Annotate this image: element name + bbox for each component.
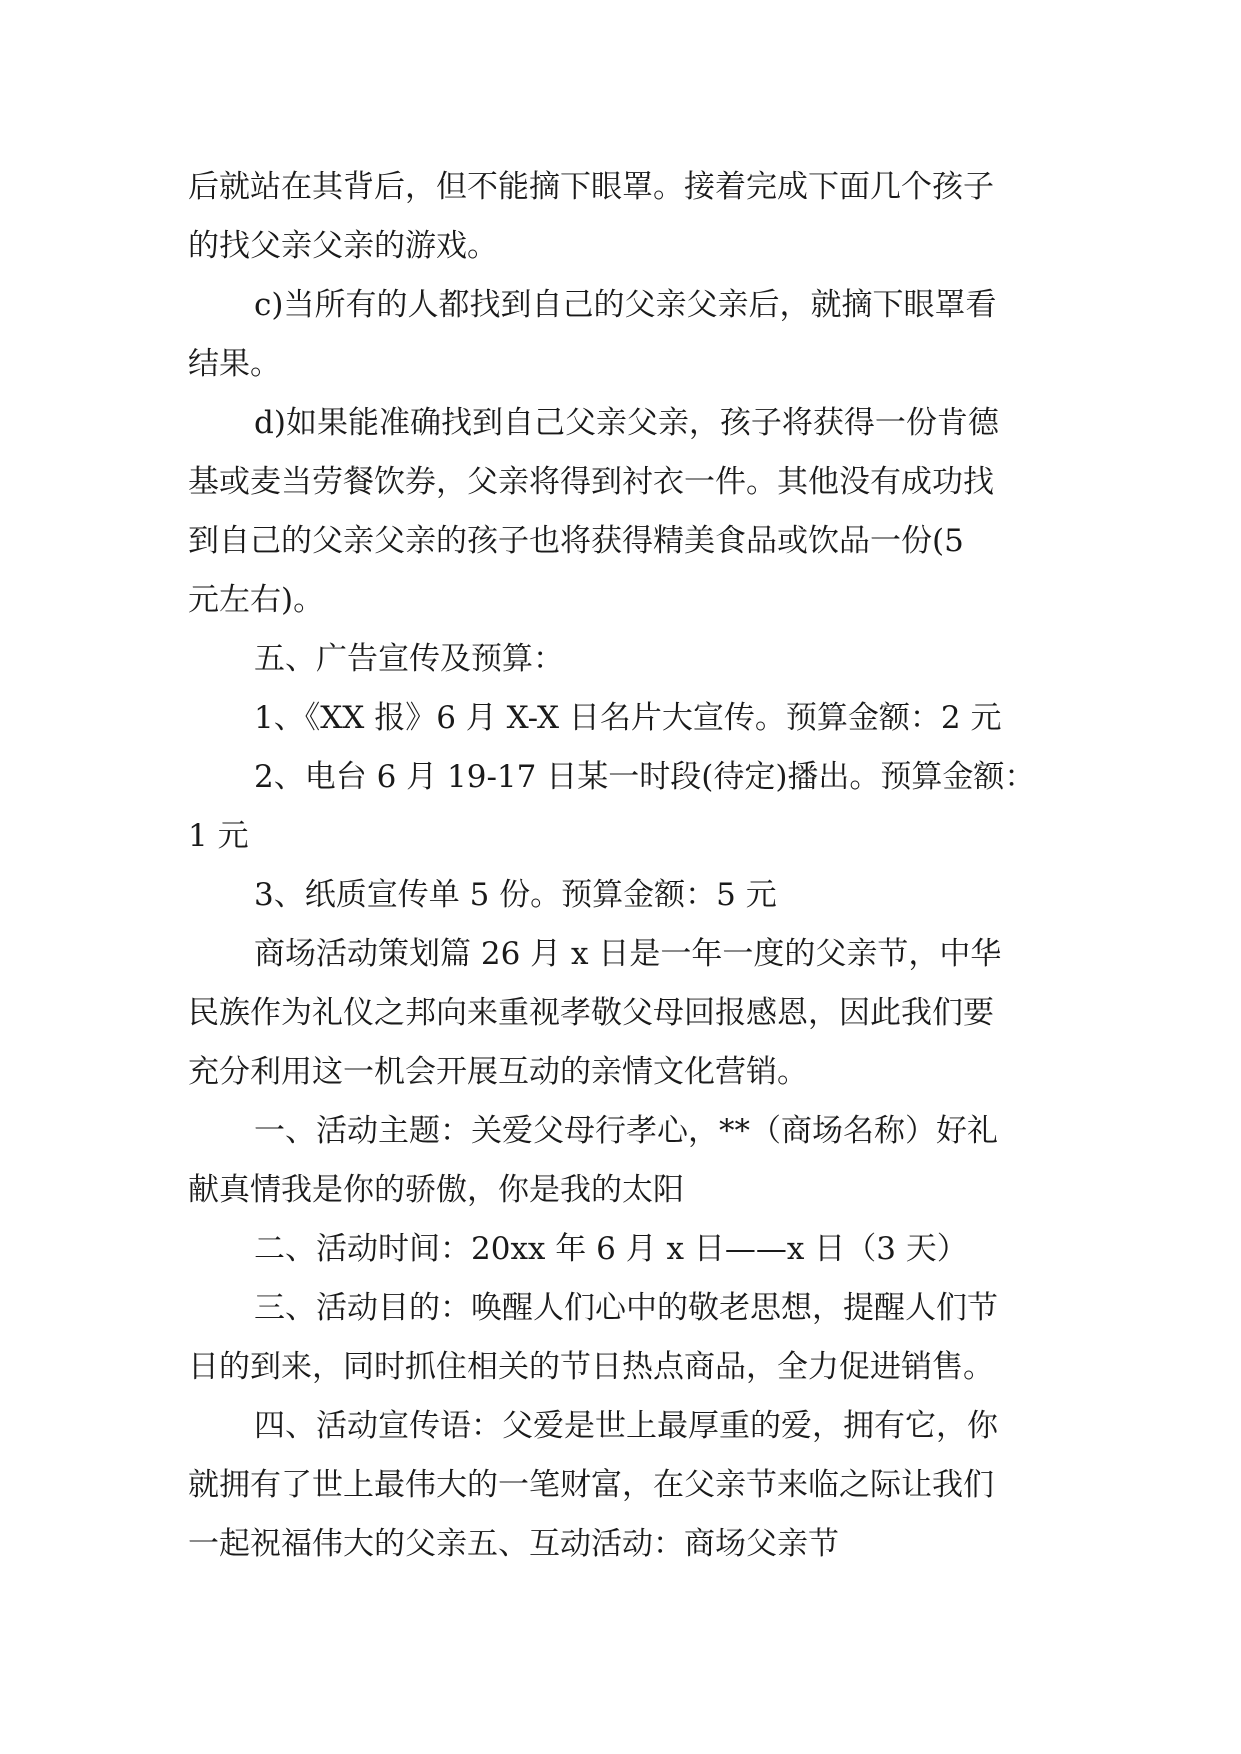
- text-line: c)当所有的人都找到自己的父亲父亲后，就摘下眼罩看: [254, 287, 997, 323]
- text-line: 献真情我是你的骄傲，你是我的太阳: [188, 1172, 684, 1208]
- text-line: 充分利用这一机会开展互动的亲情文化营销。: [188, 1054, 808, 1090]
- text-line: 元左右)。: [188, 582, 325, 618]
- section-heading: 二、活动时间：20xx 年 6 月 x 日——x 日（3 天）: [254, 1231, 968, 1267]
- text-line: 后就站在其背后，但不能摘下眼罩。接着完成下面几个孩子: [188, 169, 994, 205]
- text-line: 3、纸质宣传单 5 份。预算金额：5 元: [254, 877, 777, 913]
- section-heading: 三、活动目的：唤醒人们心中的敬老思想，提醒人们节: [254, 1290, 998, 1326]
- document-body: [188, 158, 1054, 1574]
- section-heading: 一、活动主题：关爱父母行孝心，**（商场名称）好礼: [254, 1113, 998, 1149]
- text-line: 一起祝福伟大的父亲五、互动活动：商场父亲节: [188, 1526, 839, 1562]
- text-line: 结果。: [188, 346, 281, 382]
- section-heading: 四、活动宣传语：父爱是世上最厚重的爱，拥有它，你: [254, 1408, 998, 1444]
- text-line: 民族作为礼仪之邦向来重视孝敬父母回报感恩，因此我们要: [188, 995, 994, 1031]
- text-line: 1、《XX 报》6 月 X-X 日名片大宣传。预算金额：2 元: [254, 700, 1002, 736]
- text-line: 1 元: [188, 818, 249, 854]
- text-line: 的找父亲父亲的游戏。: [188, 228, 498, 264]
- text-line: 2、电台 6 月 19-17 日某一时段(待定)播出。预算金额：: [254, 759, 1036, 795]
- text-line: 基或麦当劳餐饮券，父亲将得到衬衣一件。其他没有成功找: [188, 464, 994, 500]
- section-heading: 五、广告宣传及预算：: [254, 641, 564, 677]
- text-line: 日的到来，同时抓住相关的节日热点商品，全力促进销售。: [188, 1349, 994, 1385]
- text-line: 到自己的父亲父亲的孩子也将获得精美食品或饮品一份(5: [188, 523, 964, 559]
- text-line: 商场活动策划篇 26 月 x 日是一年一度的父亲节，中华: [254, 936, 1002, 972]
- text-line: 就拥有了世上最伟大的一笔财富，在父亲节来临之际让我们: [188, 1467, 994, 1503]
- text-line: d)如果能准确找到自己父亲父亲，孩子将获得一份肯德: [254, 405, 999, 441]
